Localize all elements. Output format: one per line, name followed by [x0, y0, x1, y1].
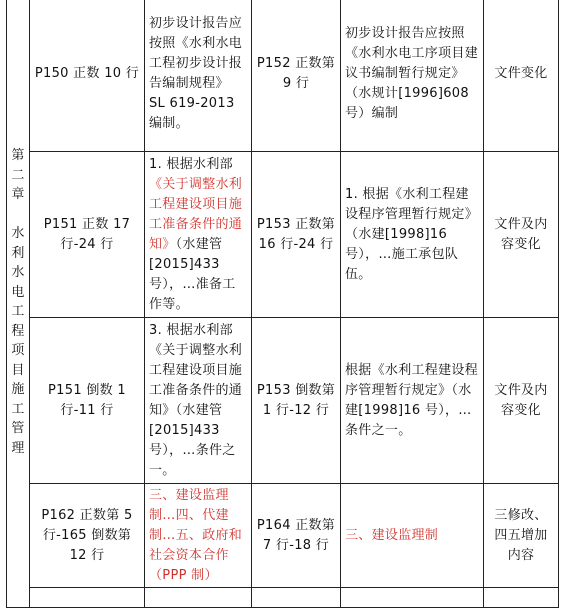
row-3-change: 三修改、四五增加内容 — [484, 484, 559, 588]
row-2-orig-page: P151 倒数 1 行-11 行 — [30, 318, 145, 484]
row-4-new-text — [145, 588, 252, 608]
row-2-old-text: 根据《水利工程建设程序管理暂行规定》（水建[1998]16 号），…条件之一。 — [341, 318, 484, 484]
row-4-old-page — [252, 588, 341, 608]
row-0-orig-page: P150 正数 10 行 — [30, 0, 145, 152]
row-4-orig-page — [30, 588, 145, 608]
table-row — [7, 318, 559, 484]
table-row — [7, 0, 559, 152]
chapter-cell — [7, 0, 30, 608]
row-4-old-text — [341, 588, 484, 608]
row-1-new-red: 《关于调整水利工程建设项目施工准备条件的通知》 — [149, 176, 243, 252]
chapter-label: 第 二 章 水 利 水 电 工 程 项 目 施 工 管 理 — [11, 148, 25, 456]
row-1-old-page: P153 正数第 16 行-24 行 — [252, 152, 341, 318]
row-0-change: 文件变化 — [484, 0, 559, 152]
table-row — [7, 484, 559, 588]
table-row — [7, 152, 559, 318]
row-1-orig-page: P151 正数 17 行-24 行 — [30, 152, 145, 318]
row-1-new-tail: （水建管[2015]433 号），…准备工作等。 — [149, 236, 236, 312]
row-1-new-text — [145, 152, 252, 318]
row-3-new-text: 三、建设监理制…四、代建制…五、政府和社会资本合作（PPP 制） — [145, 484, 252, 588]
row-3-old-page: P164 正数第 7 行-18 行 — [252, 484, 341, 588]
row-0-old-text: 初步设计报告应按照《水利水电工序项目建议书编制暂行规定》（水规计[1996]608 号）编制 — [341, 0, 484, 152]
row-0-old-page: P152 正数第 9 行 — [252, 0, 341, 152]
row-1-change: 文件及内容变化 — [484, 152, 559, 318]
table-row-partial — [7, 588, 559, 608]
row-4-change — [484, 588, 559, 608]
comparison-table — [6, 0, 559, 608]
row-1-new-lead: 1. 根据水利部 — [149, 156, 233, 172]
row-3-old-text: 三、建设监理制 — [341, 484, 484, 588]
row-1-old-text: 1. 根据《水利工程建设程序管理暂行规定》（水建[1998]16 号），…施工承包队伍。 — [341, 152, 484, 318]
row-2-change: 文件及内容变化 — [484, 318, 559, 484]
row-2-old-page: P153 倒数第 1 行-12 行 — [252, 318, 341, 484]
row-2-new-text: 3. 根据水利部《关于调整水利工程建设项目施工准备条件的通知》（水建管[2015]433 号），…条件之一。 — [145, 318, 252, 484]
row-3-orig-page: P162 正数第 5 行-165 倒数第 12 行 — [30, 484, 145, 588]
row-0-new-text: 初步设计报告应按照《水利水电工程初步设计报告编制规程》 SL 619-2013 编制。 — [145, 0, 252, 152]
